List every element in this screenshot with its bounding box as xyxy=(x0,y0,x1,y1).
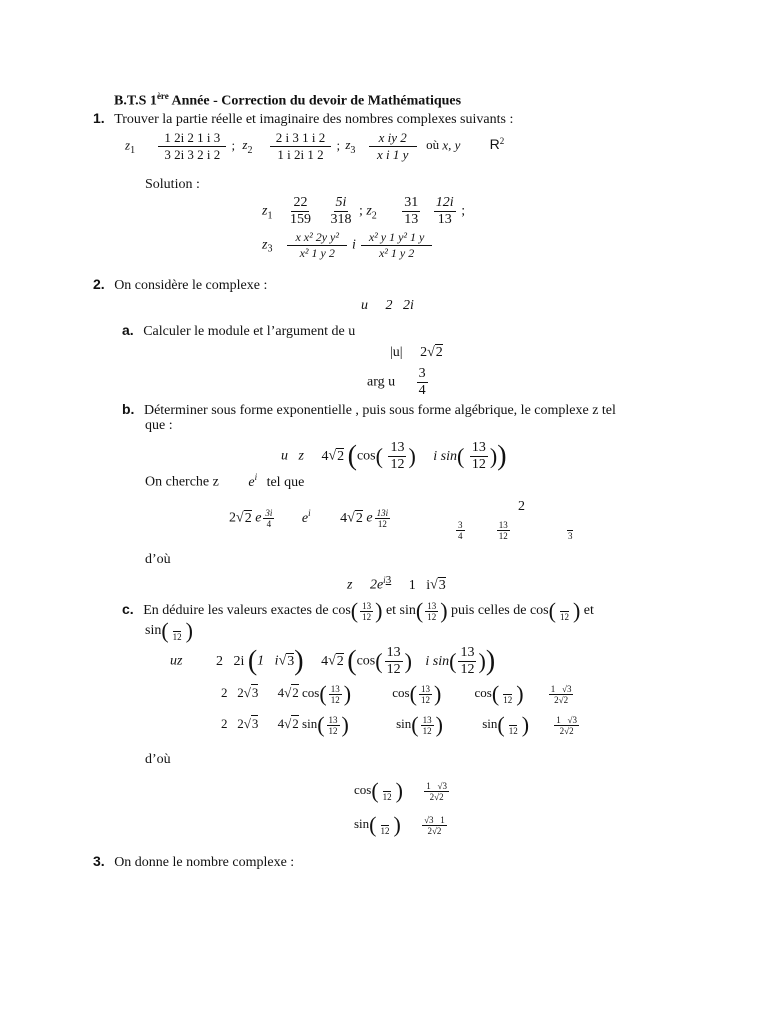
paren: ) xyxy=(478,648,486,674)
r1-cos3: cos xyxy=(474,684,492,700)
paren: ( xyxy=(347,645,357,677)
R-set-sup: 2 xyxy=(499,136,505,147)
r1-frac2-num: 13 xyxy=(420,683,430,694)
z-result-lhs: z 2e xyxy=(347,577,384,593)
b-e1-e: e xyxy=(255,510,262,526)
b-e1-coef: 2 xyxy=(229,510,236,526)
b-f2-num: 13 xyxy=(498,520,508,530)
b-f1-num: 3 xyxy=(458,520,463,530)
part-b-text-2: que : xyxy=(145,418,173,433)
question-1-number: 1. xyxy=(93,110,105,126)
on-cherche xyxy=(145,472,304,491)
r2-result xyxy=(554,715,579,736)
c-et-sin: et sin xyxy=(385,603,416,619)
b-e1-exp-den: 4 xyxy=(266,519,272,529)
b-eq-cos: cos xyxy=(356,448,376,464)
paren: ( xyxy=(491,681,500,706)
b-eq-rparen2: ) xyxy=(489,443,498,469)
argument-eq xyxy=(367,366,430,399)
r2-frac-den: 12 xyxy=(328,725,338,736)
paren: ( xyxy=(548,598,556,623)
r1-lhs: 2 2 xyxy=(221,684,244,700)
s2-b-den: 13 xyxy=(437,212,452,227)
on-cherche-e: e xyxy=(248,474,255,490)
r2-lhs: 2 2 xyxy=(221,715,244,731)
modulus-sqrt: 2 xyxy=(435,345,443,360)
c-f4 xyxy=(171,621,184,642)
b-e1-sqrt: 2 xyxy=(244,510,252,526)
r1-frac2-den: 12 xyxy=(420,694,430,705)
final-cos-value xyxy=(424,781,449,802)
b-eq-sqrt: 2 xyxy=(337,448,345,464)
r1-result-num: 1 √3 xyxy=(550,683,572,694)
title-rest: Année - Correction du devoir de Mathématiques xyxy=(168,93,462,109)
b-eq-frac1-den: 12 xyxy=(390,457,405,472)
b-eq-rparen: ) xyxy=(408,443,416,469)
b-e3-e: e xyxy=(366,510,373,526)
z3-denominator: x i 1 y xyxy=(377,147,409,162)
uz-equation: uz 2 2i (1 i√3) 4√2 (cos( $\frac{13}{12}$ ) i sin( $\frac{13}{12}$ )) xyxy=(170,645,496,677)
r2-coef: 4 xyxy=(277,715,285,731)
z1-label: z xyxy=(125,137,131,153)
final-cos-arg-den: 12 xyxy=(382,791,392,802)
r1-frac3 xyxy=(501,684,514,705)
question-3-number: 3. xyxy=(93,853,105,869)
paren: ) xyxy=(435,712,443,737)
z3-fraction xyxy=(369,130,417,163)
solution-z3 xyxy=(262,230,434,261)
final-cos xyxy=(354,780,451,802)
s1-a-den: 159 xyxy=(289,212,311,227)
z2-denominator: 1 i 2i 1 2 xyxy=(277,147,324,162)
on-cherche-tel: tel que xyxy=(266,474,305,490)
paren: ( xyxy=(415,598,424,623)
s3-a-num: x x² 2y y² xyxy=(287,230,347,246)
b-frac-row xyxy=(454,520,577,541)
s1-sub: 1 xyxy=(267,210,273,222)
uz-frac1-num: 13 xyxy=(386,645,401,660)
s3-label: z xyxy=(262,237,268,253)
s1-a-num: 22 xyxy=(293,195,308,210)
b-eq-lparen2: ( xyxy=(375,443,383,469)
paren: ) xyxy=(294,645,304,677)
r1-coef-sqrt: 2 xyxy=(292,684,299,700)
system-row-1: 2 2√3 4√2 cos( $\frac{13}{12}$ ) cos( $\frac{13}{12}$ ) cos( 12 ) $\frac{1 √3}{2√2}$ xyxy=(221,681,572,706)
b-e3-sqrt: 2 xyxy=(355,510,363,526)
paren: ) xyxy=(185,618,193,643)
uz-coef: 4 xyxy=(321,653,329,669)
final-cos-arg xyxy=(381,781,394,802)
s1-label: z xyxy=(262,203,268,219)
c-sin-line xyxy=(145,620,193,642)
c-et: et xyxy=(583,603,594,619)
b-e1-exp xyxy=(263,508,274,529)
solution-z1-z2 xyxy=(262,195,465,228)
part-a-label: a. xyxy=(122,322,134,338)
b-eq-frac1-num: 13 xyxy=(390,440,405,455)
on-cherche-e-sup: i xyxy=(254,472,258,482)
separator: ; xyxy=(461,203,466,219)
paren: ( xyxy=(371,778,379,803)
s2-fraction-a xyxy=(402,195,420,228)
r1-frac-num: 13 xyxy=(330,683,340,694)
paren: ) xyxy=(521,712,530,737)
b-eq-frac2-num: 13 xyxy=(471,440,486,455)
solution-label: Solution : xyxy=(145,177,200,192)
paren: ( xyxy=(497,712,505,737)
s2-a-num: 31 xyxy=(404,195,419,210)
b-eq-lparen: ( xyxy=(347,440,357,472)
paren: ) xyxy=(485,645,496,677)
question-2 xyxy=(93,276,267,294)
paren: ( xyxy=(247,645,258,677)
s3-sub: 3 xyxy=(267,243,273,255)
c-f2-num: 13 xyxy=(427,600,437,611)
s2-b-num: 12i xyxy=(435,195,454,210)
separator: ; xyxy=(336,137,341,153)
c-f1-den: 12 xyxy=(362,611,372,622)
argument-num: 3 xyxy=(418,366,426,381)
r1-result xyxy=(549,684,574,705)
final-cos-fn: cos xyxy=(354,781,372,797)
b-eq-frac2-den: 12 xyxy=(471,457,486,472)
s3-i: i xyxy=(351,237,356,253)
z-result: z $2e^{i3}$ 1 i√3 xyxy=(347,574,446,593)
on-cherche-text: On cherche z xyxy=(145,474,219,490)
z2-label: z xyxy=(242,137,248,153)
b-e3-exp-den: 12 xyxy=(377,519,387,529)
question-3-text: On donne le nombre complexe : xyxy=(114,855,295,870)
final-sin-value xyxy=(422,815,447,836)
c-f4-den: 12 xyxy=(172,631,182,642)
question-3 xyxy=(93,853,294,871)
uz-isin: i sin xyxy=(425,653,450,669)
s3-fraction-b xyxy=(361,230,433,261)
b-f2-den: 12 xyxy=(498,531,508,541)
part-a xyxy=(122,322,355,340)
separator: ; xyxy=(231,137,236,153)
b-eq-isin: i sin xyxy=(433,448,458,464)
uz-cos: cos xyxy=(356,653,376,669)
c-puis: puis celles de cos xyxy=(451,603,549,619)
z1-fraction xyxy=(158,130,226,163)
r2-sin3: sin xyxy=(482,715,498,731)
s1-b-den: 318 xyxy=(330,212,352,227)
z-result-rhs: 1 i xyxy=(408,577,431,593)
dou-2: d’où xyxy=(145,752,171,767)
b-e3-coef: 4 xyxy=(340,510,348,526)
paren: ) xyxy=(572,598,581,623)
uz-coef-sqrt: 2 xyxy=(336,653,344,669)
uz-lhs: uz xyxy=(170,653,183,669)
uz-mid: 2 2i xyxy=(215,653,245,669)
r1-cos2: cos xyxy=(392,684,410,700)
paren: ) xyxy=(395,778,403,803)
r1-cos: cos xyxy=(302,684,320,700)
uz-frac2-den: 12 xyxy=(460,662,475,677)
paren: ( xyxy=(161,618,169,643)
r1-frac-den: 12 xyxy=(330,694,340,705)
r2-frac-num: 13 xyxy=(328,714,338,725)
r2-result-den: 2√2 xyxy=(559,725,574,736)
b-eq-lhs: u z xyxy=(281,448,304,464)
final-sin-fn: sin xyxy=(354,815,370,831)
part-c-label: c. xyxy=(122,601,134,618)
title-prefix: B.T.S 1 xyxy=(114,93,157,109)
paren: ) xyxy=(404,648,412,674)
b-exp-eq: 2√2 e $\frac{3i}{4}$ $e^i$ 4√2 e $\frac{13i}{12}$ xyxy=(229,508,389,529)
paren: ) xyxy=(341,712,349,737)
modulus-lhs: |u| xyxy=(390,345,403,360)
paren: ( xyxy=(375,648,383,674)
b-e1-exp-num: 3i xyxy=(265,508,273,518)
paren: ( xyxy=(409,681,417,706)
paren: ) xyxy=(433,681,442,706)
paren: ( xyxy=(317,712,325,737)
uz-frac2 xyxy=(458,645,476,678)
final-sin xyxy=(354,814,449,836)
r2-result-num: 1 √3 xyxy=(556,714,577,725)
final-cos-num: 1 √3 xyxy=(426,780,447,791)
R-set: R xyxy=(489,136,500,153)
s3-b-den: x² 1 y 2 xyxy=(378,246,415,260)
paren: ) xyxy=(343,681,352,706)
z3-label: z xyxy=(345,137,351,153)
uz-frac1-den: 12 xyxy=(386,662,401,677)
paren: ( xyxy=(369,812,377,837)
part-b-text: Déterminer sous forme exponentielle , puis sous forme algébrique, le complexe z tel xyxy=(143,403,616,418)
b-eq-frac2 xyxy=(470,440,488,473)
b-e2: e xyxy=(301,510,309,526)
uz-frac1 xyxy=(385,645,403,678)
argument-den: 4 xyxy=(418,383,426,398)
b-e2-sup: i xyxy=(308,508,311,518)
r2-sin: sin xyxy=(302,715,318,731)
s3-a-den: x² 1 y 2 xyxy=(299,246,335,260)
xy-vars: x, y xyxy=(442,137,461,153)
dou-1: d’où xyxy=(145,552,171,567)
r2-frac2 xyxy=(421,715,434,736)
r1-frac2 xyxy=(419,684,432,705)
part-b xyxy=(122,401,616,419)
modulus-rhs: 2 xyxy=(420,345,428,360)
r1-sqrt: 3 xyxy=(251,684,259,700)
question-1-text: Trouver la partie réelle et imaginaire des nombres complexes suivants : xyxy=(114,112,514,127)
system-row-2: 2 2√3 4√2 sin( $\frac{13}{12}$ ) sin( $\frac{13}{12}$ ) sin( 12 ) $\frac{1 √3}{2√2}$ xyxy=(221,712,577,737)
r1-result-den: 2√2 xyxy=(554,694,569,705)
question-2-text: On considère le complexe : xyxy=(114,278,268,293)
modulus-eq: |u| 2√2 xyxy=(390,345,443,360)
ou-text: où xyxy=(426,137,440,153)
c-f3-den: 12 xyxy=(559,611,569,622)
paren: ( xyxy=(350,598,359,623)
s1-b-num: 5i xyxy=(335,195,347,210)
s3-fraction-a xyxy=(287,230,347,261)
r2-coef-sqrt: 2 xyxy=(292,715,299,731)
c-f1-num: 13 xyxy=(362,600,372,611)
b-eq-frac1 xyxy=(388,440,406,473)
b-f1-den: 4 xyxy=(458,531,463,541)
question-2-number: 2. xyxy=(93,276,105,292)
z-result-sup: i xyxy=(383,575,386,585)
b-f3 xyxy=(566,520,575,541)
paren: ( xyxy=(449,648,457,674)
z1-denominator: 3 2i 3 2 i 2 xyxy=(164,147,221,162)
u-definition: u 2 2i xyxy=(361,298,414,313)
b-e3-exp-num: 13i xyxy=(376,508,389,518)
argument-lhs: arg u xyxy=(367,374,396,390)
r2-frac2-den: 12 xyxy=(422,725,432,736)
uz-frac2-num: 13 xyxy=(460,645,475,660)
s2-fraction-b xyxy=(434,195,456,228)
separator: ; xyxy=(358,203,363,219)
z2-sub: 2 xyxy=(247,145,253,157)
b-e3-exp xyxy=(375,508,391,529)
paren: ) xyxy=(440,598,448,623)
s2-sub: 2 xyxy=(371,210,377,222)
b-eq-lparen3: ( xyxy=(457,443,465,469)
z2-fraction xyxy=(270,130,331,163)
s1-fraction-a xyxy=(288,195,313,228)
z-result-sqrt: 3 xyxy=(438,577,446,593)
c-f2 xyxy=(425,601,438,622)
paren: ( xyxy=(319,681,327,706)
final-sin-num: √3 1 xyxy=(424,814,445,825)
b-equation: u z 4√2 (cos( $\frac{13}{12}$ ) i sin( $\frac{13}{12}$ )) xyxy=(281,440,507,472)
r2-frac2-num: 13 xyxy=(422,714,432,725)
s2-a-den: 13 xyxy=(404,212,419,227)
r2-frac3 xyxy=(507,715,520,736)
r2-frac3-den: 12 xyxy=(508,725,518,736)
argument-frac xyxy=(417,366,428,399)
z-result-sup-den: 3 xyxy=(385,574,392,586)
b-eq-rparen3: ) xyxy=(497,440,507,472)
c-f3 xyxy=(558,601,571,622)
z3-sub: 3 xyxy=(350,145,356,157)
part-a-text: Calculer le module et l’argument de u xyxy=(143,324,356,339)
z1-sub: 1 xyxy=(130,145,136,157)
r2-sin2: sin xyxy=(396,715,412,731)
part-c-text: En déduire les valeurs exactes de cos xyxy=(143,603,351,619)
c-f2-den: 12 xyxy=(427,611,437,622)
paren: ) xyxy=(393,812,401,837)
final-cos-den: 2√2 xyxy=(429,791,444,802)
s2-label: z xyxy=(366,203,372,219)
r1-coef: 4 xyxy=(277,684,285,700)
final-sin-arg-den: 12 xyxy=(380,825,390,836)
paren: ) xyxy=(375,598,383,623)
r1-frac3-den: 12 xyxy=(503,694,513,705)
s1-fraction-b xyxy=(328,195,353,228)
b-f2 xyxy=(497,520,510,541)
final-sin-den: 2√2 xyxy=(427,825,442,836)
b-f3-den: 3 xyxy=(568,531,573,541)
part-b-label: b. xyxy=(122,401,135,417)
s3-b-num: x² y 1 y² 1 y xyxy=(361,230,433,246)
c-sin: sin xyxy=(145,623,162,639)
uz-paren: 1 i xyxy=(257,653,279,669)
final-sin-arg xyxy=(379,815,392,836)
question-1 xyxy=(93,110,513,128)
r2-frac xyxy=(327,715,340,736)
q1-definitions xyxy=(125,130,504,163)
z2-numerator: 2 i 3 1 i 2 xyxy=(270,130,331,147)
document-title xyxy=(114,91,461,110)
uz-sqrt: 3 xyxy=(287,653,295,669)
b-eq-coef: 4 xyxy=(321,448,329,464)
b-f1 xyxy=(456,520,465,541)
b-two: 2 xyxy=(518,499,525,514)
paren: ) xyxy=(516,681,524,706)
paren: ( xyxy=(411,712,419,737)
title-sup: ère xyxy=(156,91,169,101)
r1-frac xyxy=(329,684,342,705)
z1-numerator: 1 2i 2 1 i 3 xyxy=(158,130,226,147)
c-f1 xyxy=(360,601,373,622)
z3-numerator: x iy 2 xyxy=(369,130,417,147)
r2-sqrt: 3 xyxy=(251,715,259,731)
